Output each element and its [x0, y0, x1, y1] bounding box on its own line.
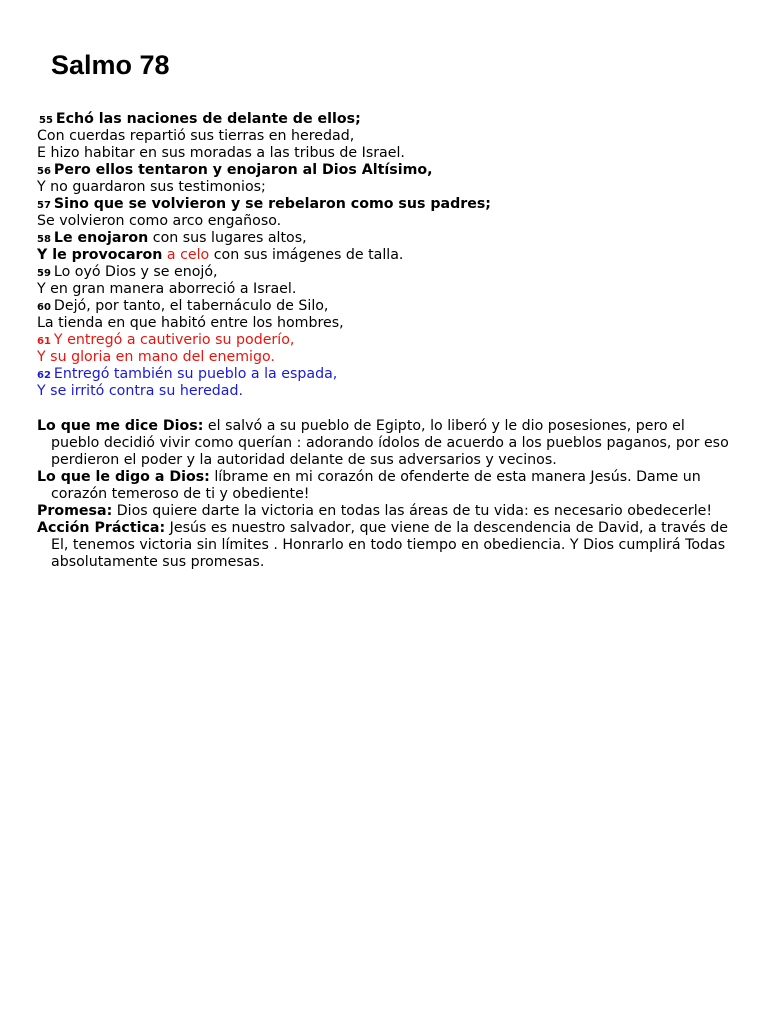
- reflection-digo: [37, 469, 737, 503]
- verse-text: Dejó, por tanto, el tabernáculo de Silo,: [53, 298, 329, 314]
- verse-59-line-1: [37, 264, 491, 281]
- reflection-label: Lo que me dice Dios:: [37, 418, 204, 434]
- verse-57-line-2: Se volvieron como arco engañoso.: [37, 213, 282, 229]
- reflection-accion: [37, 520, 737, 571]
- verse-60-line-1: [37, 298, 491, 315]
- verse-text-highlight: a celo: [162, 247, 210, 263]
- verse-text: con sus lugares altos,: [148, 230, 307, 246]
- reflection-text: Dios quiere darte la victoria en todas las áreas de tu vida: es necesario obedecerle!: [112, 503, 713, 519]
- verse-text: Entregó también su pueblo a la espada,: [53, 366, 338, 382]
- page-title: Salmo 78: [51, 50, 170, 80]
- verse-55-line-2: Con cuerdas repartió sus tierras en heredad,: [37, 128, 355, 144]
- verse-number: 61: [37, 336, 51, 347]
- reflection-label: Lo que le digo a Dios:: [37, 469, 210, 485]
- verse-text: Y entregó a cautiverio su poderío,: [53, 332, 295, 348]
- verse-62-line-1: [37, 366, 491, 383]
- verse-text-bold: Y le provocaron: [37, 247, 163, 263]
- psalm-verses: [37, 111, 491, 400]
- reflection-label: Promesa:: [37, 503, 113, 519]
- verse-number: 62: [37, 370, 51, 381]
- reflection-text: líbrame en mi corazón de ofenderte de esta manera Jesús. Dame un corazón temeroso de ti y obediente!: [51, 469, 701, 502]
- verse-number: 57: [37, 200, 51, 211]
- verse-62-line-2: Y se irritó contra su heredad.: [37, 383, 244, 399]
- verse-58-line-2: [37, 247, 491, 264]
- verse-61-line-2: Y su gloria en mano del enemigo.: [37, 349, 275, 365]
- verse-number: 56: [37, 166, 51, 177]
- verse-text: Pero ellos tentaron y enojaron al Dios Altísimo,: [53, 162, 433, 178]
- verse-60-line-2: La tienda en que habitó entre los hombres,: [37, 315, 344, 331]
- verse-55-line-1: [37, 111, 491, 128]
- verse-61-line-1: [37, 332, 491, 349]
- verse-number: 60: [37, 302, 51, 313]
- verse-56-line-1: [37, 162, 491, 179]
- verse-57-line-1: [37, 196, 491, 213]
- reflection-promesa: [37, 503, 737, 520]
- verse-number: 59: [37, 268, 51, 279]
- reflection-text: Jesús es nuestro salvador, que viene de la descendencia de David, a través de El, tenemos victoria sin límites . Honrarlo en todo tiempo en obediencia. Y Dios cumplirá Todas absolutamente sus promesas.: [51, 520, 729, 570]
- verse-text: Lo oyó Dios y se enojó,: [53, 264, 218, 280]
- verse-text: Echó las naciones de delante de ellos;: [55, 111, 361, 127]
- verse-number: 55: [39, 115, 53, 126]
- verse-58-line-1: [37, 230, 491, 247]
- reflection-text: el salvó a su pueblo de Egipto, lo liberó y le dio posesiones, pero el pueblo decidió vivir como querían : adorando ídolos de acuerdo a los pueblos paganos, por eso perdieron el poder y la autoridad delante de sus adversarios y vecinos.: [51, 418, 729, 468]
- reflection-dios: [37, 418, 737, 469]
- reflection-section: [37, 418, 737, 571]
- verse-59-line-2: Y en gran manera aborreció a Israel.: [37, 281, 297, 297]
- verse-text: con sus imágenes de talla.: [209, 247, 404, 263]
- verse-text: Sino que se volvieron y se rebelaron como sus padres;: [53, 196, 491, 212]
- reflection-label: Acción Práctica:: [37, 520, 166, 536]
- verse-56-line-2: Y no guardaron sus testimonios;: [37, 179, 266, 195]
- verse-number: 58: [37, 234, 51, 245]
- verse-text-bold: Le enojaron: [53, 230, 149, 246]
- verse-55-line-3: E hizo habitar en sus moradas a las tribus de Israel.: [37, 145, 405, 161]
